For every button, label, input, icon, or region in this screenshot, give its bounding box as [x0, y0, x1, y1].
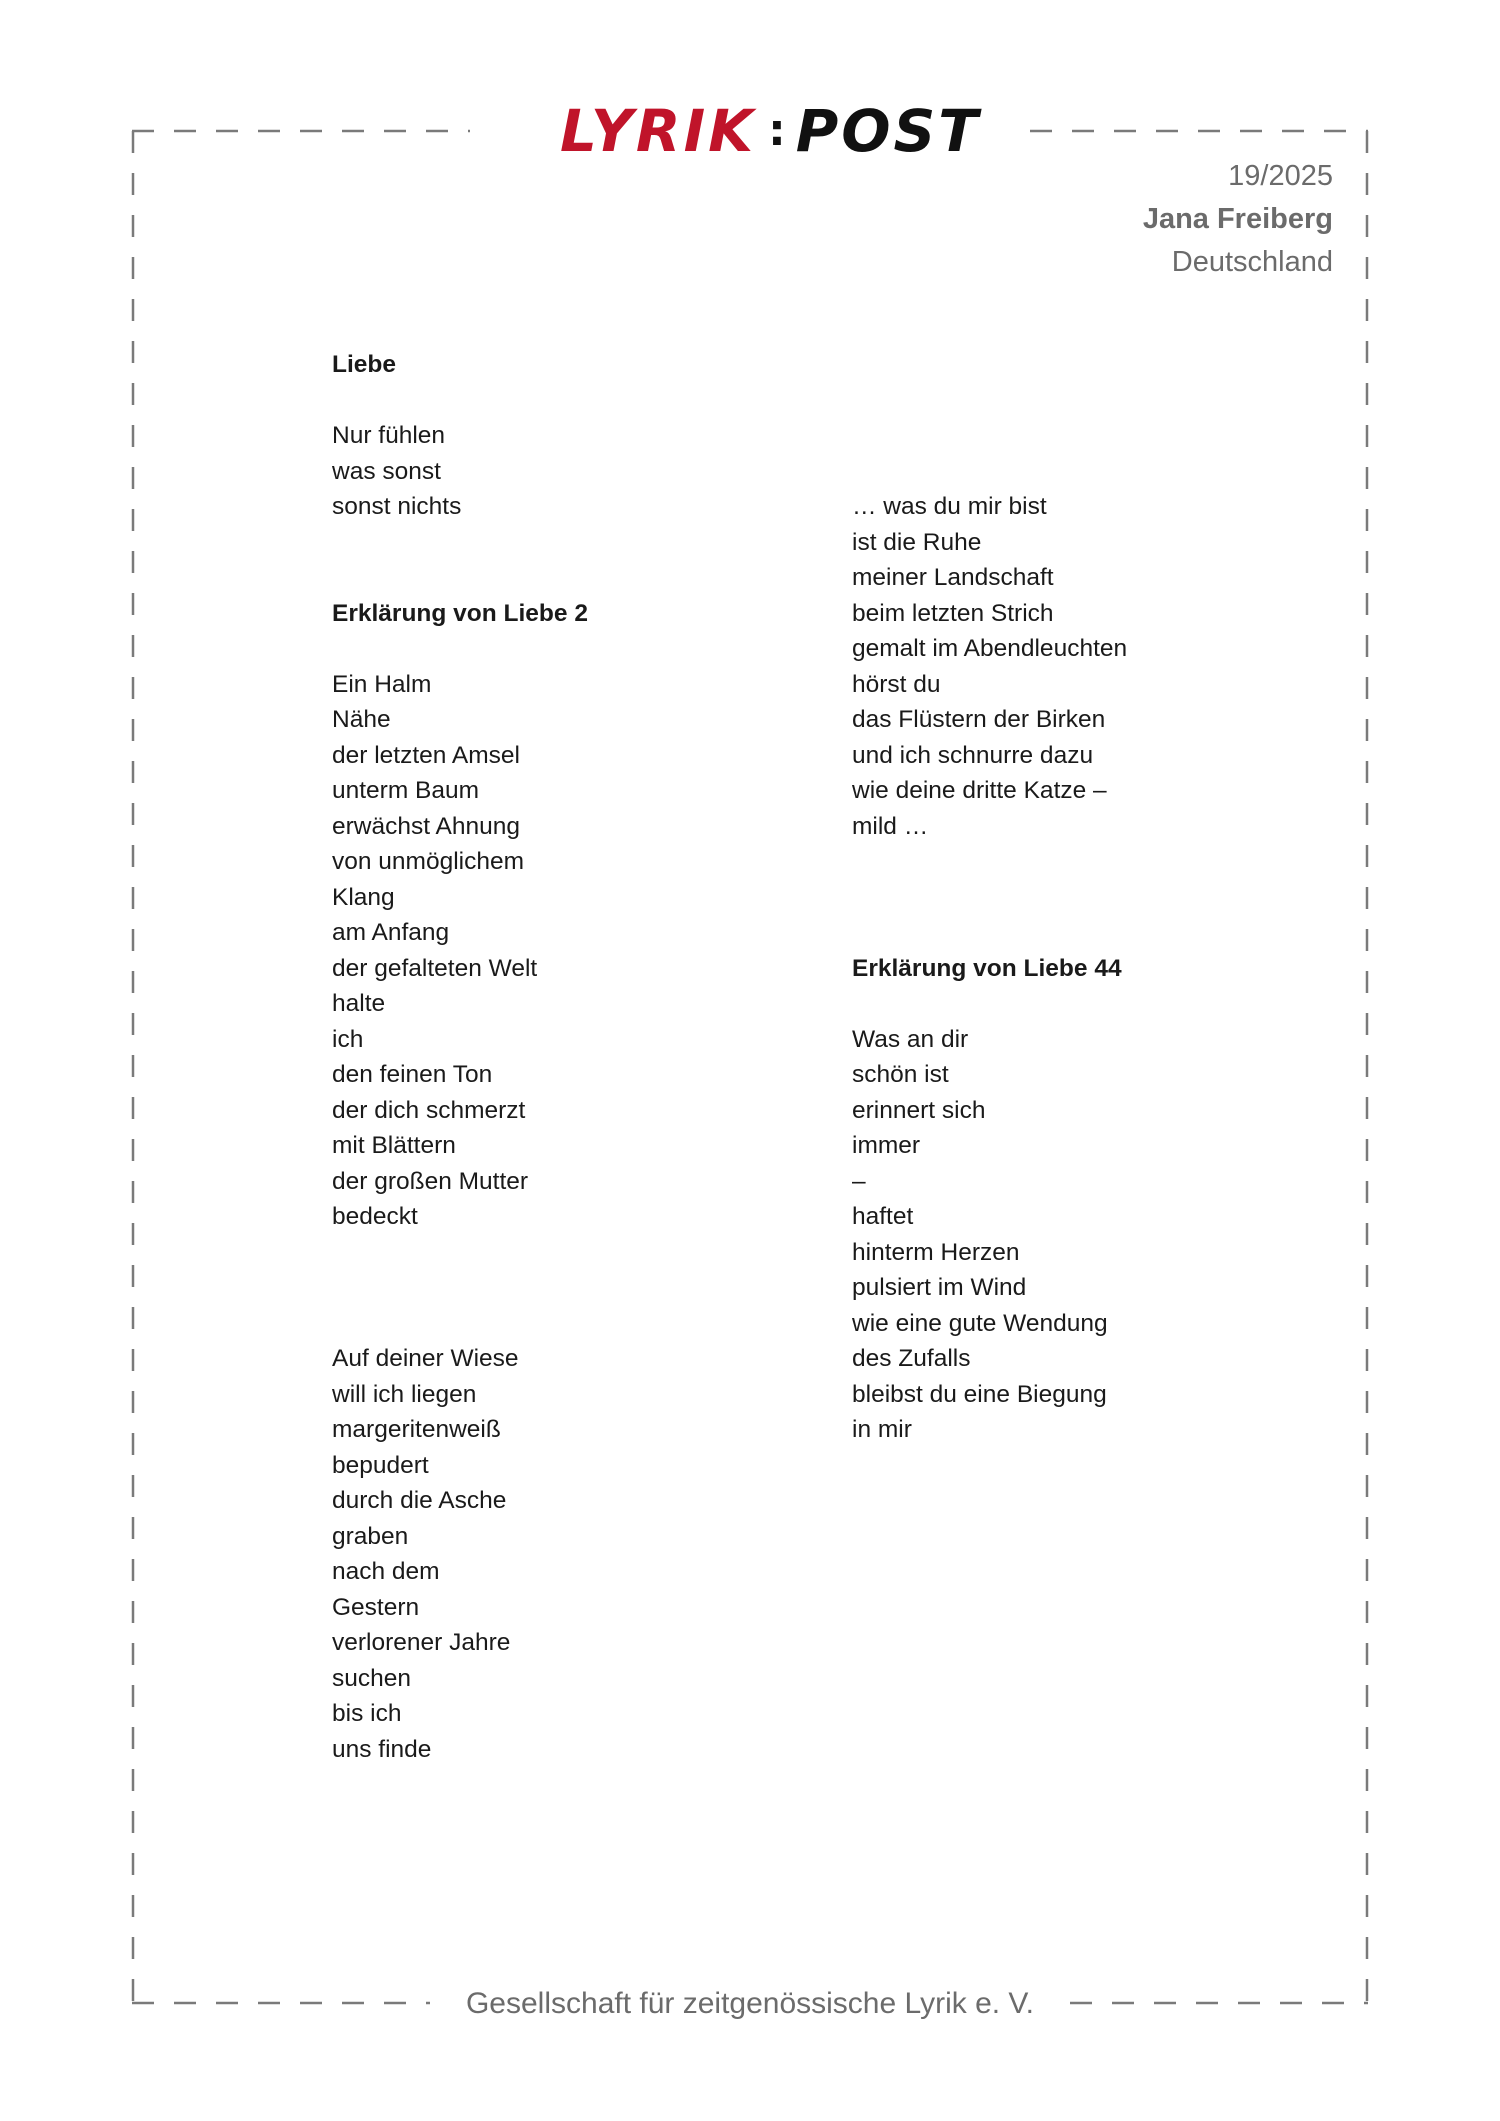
- poem-auf-deiner-wiese: [332, 1341, 812, 1767]
- poem-line: gemalt im Abendleuchten: [852, 635, 1128, 662]
- right-column: [852, 489, 1332, 1448]
- poem-line: margeritenweiß: [332, 1416, 501, 1443]
- poem-erklaerung-44: [852, 951, 1332, 1448]
- poem-line: wie deine dritte Katze –: [852, 777, 1107, 804]
- poem-line: bepudert: [332, 1451, 429, 1479]
- poem-line: der gefalteten Welt: [332, 954, 538, 982]
- issue-number: 19/2025: [1228, 160, 1333, 192]
- poem-line: in mir: [852, 1416, 912, 1443]
- poem-line: mild …: [852, 812, 929, 840]
- poem-line: Was an dir: [852, 1025, 969, 1053]
- poem-line: am Anfang: [332, 919, 450, 946]
- issue-meta: [1143, 155, 1333, 284]
- logo-post: POST: [795, 97, 981, 165]
- poem-line: unterm Baum: [332, 777, 480, 804]
- poem-line: hinterm Herzen: [852, 1238, 1020, 1266]
- poem-line: hörst du: [852, 670, 941, 698]
- poem-line: schön ist: [852, 1061, 949, 1088]
- left-column: [332, 347, 812, 1767]
- poem-line: bedeckt: [332, 1203, 418, 1230]
- logo-lyrik: LYRIK: [560, 97, 757, 165]
- poem-line: uns finde: [332, 1735, 432, 1763]
- poem-title: Liebe: [332, 351, 396, 378]
- poem-line: erwächst Ahnung: [332, 812, 520, 840]
- poem-line: den feinen Ton: [332, 1061, 493, 1088]
- poem-line: Nur fühlen: [332, 422, 446, 449]
- author-country: Deutschland: [1171, 246, 1333, 278]
- author-name: Jana Freiberg: [1142, 203, 1333, 235]
- poem-line: suchen: [332, 1664, 412, 1692]
- poem-title: Erklärung von Liebe 2: [332, 599, 588, 627]
- poem-liebe: [332, 347, 812, 525]
- poem-line: was sonst: [332, 457, 441, 485]
- poem-line: bis ich: [332, 1700, 402, 1727]
- poem-line: –: [852, 1167, 866, 1195]
- poem-line: erinnert sich: [852, 1096, 986, 1124]
- poem-line: Klang: [332, 883, 395, 911]
- poem-line: der großen Mutter: [332, 1167, 529, 1195]
- poem-line: will ich liegen: [332, 1380, 477, 1408]
- poem-title: Erklärung von Liebe 44: [852, 954, 1122, 982]
- poem-line: mit Blättern: [332, 1132, 456, 1159]
- poem-line: das Flüstern der Birken: [852, 706, 1106, 733]
- poem-line: nach dem: [332, 1558, 440, 1585]
- poem-line: bleibst du eine Biegung: [852, 1380, 1107, 1408]
- poem-line: graben: [332, 1522, 409, 1550]
- poem-line: Auf deiner Wiese: [332, 1345, 519, 1372]
- poem-line: der letzten Amsel: [332, 741, 520, 769]
- poem-line: immer: [852, 1132, 921, 1159]
- poem-line: verlorener Jahre: [332, 1629, 511, 1656]
- poem-erklaerung-2: [332, 596, 812, 1235]
- poem-line: halte: [332, 990, 386, 1017]
- poem-line: und ich schnurre dazu: [852, 741, 1094, 769]
- poem-line: wie eine gute Wendung: [852, 1309, 1108, 1337]
- poem-line: Nähe: [332, 706, 391, 733]
- lyrik-post-logo: [560, 97, 981, 165]
- poem-line: haftet: [852, 1203, 914, 1230]
- logo-colon: :: [768, 105, 786, 156]
- poem-line: … was du mir bist: [852, 493, 1047, 520]
- poem-line: Gestern: [332, 1593, 420, 1621]
- poem-line: meiner Landschaft: [852, 564, 1054, 591]
- poem-line: sonst nichts: [332, 493, 462, 520]
- poem-line: der dich schmerzt: [332, 1096, 526, 1124]
- poem-line: beim letzten Strich: [852, 599, 1054, 627]
- poem-line: pulsiert im Wind: [852, 1274, 1027, 1301]
- poem-line: durch die Asche: [332, 1487, 507, 1514]
- footer-text: Gesellschaft für zeitgenössische Lyrik e. V.: [446, 1987, 1054, 2020]
- poem-line: von unmöglichem: [332, 848, 525, 875]
- poem-line: des Zufalls: [852, 1345, 971, 1372]
- poem-line: Ein Halm: [332, 670, 432, 698]
- poem-line: ist die Ruhe: [852, 528, 982, 556]
- poem-was-du-mir-bist: [852, 489, 1332, 844]
- poem-line: ich: [332, 1025, 364, 1053]
